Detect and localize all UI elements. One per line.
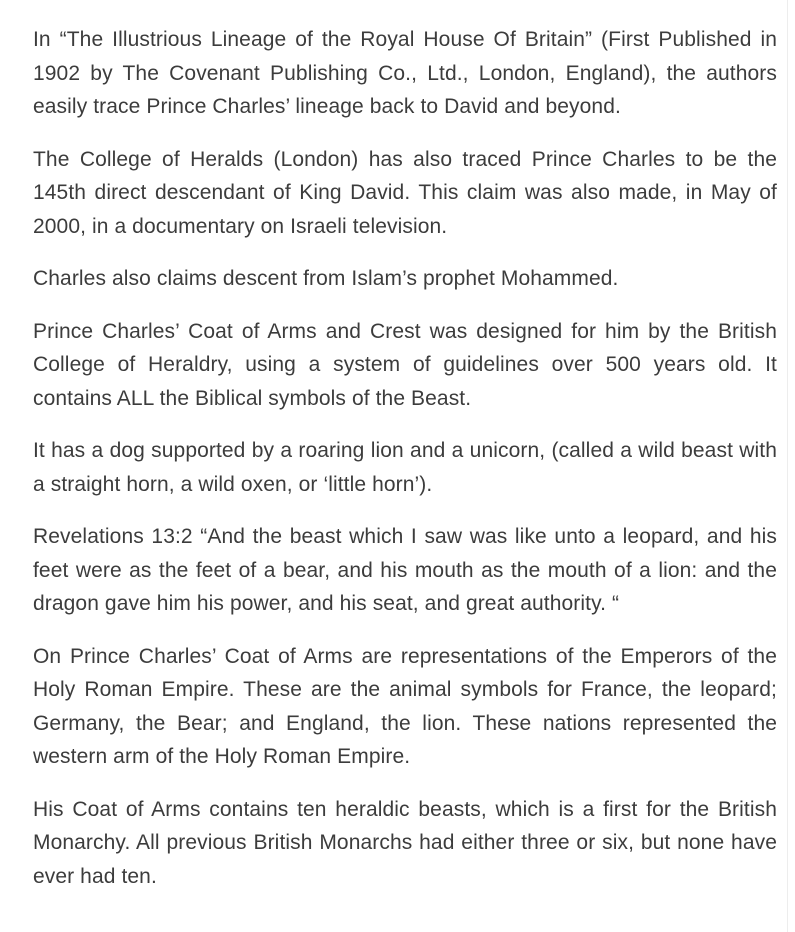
paragraph-mohammed-descent: Charles also claims descent from Islam’s prophet Mohammed. <box>33 267 619 290</box>
page-edge-line <box>787 0 788 932</box>
paragraph-holy-roman-empire: On Prince Charles’ Coat of Arms are representations of the Emperors of the Holy Roman Empire. These are the animal symbols for France, the leopard; Germany, the Bear; and England, the lion. These nations represented the western arm of the Holy Roman Empire. <box>33 644 777 768</box>
paragraph-lineage-book: In “The Illustrious Lineage of the Royal House Of Britain” (First Published in 1902 by The Covenant Publishing Co., Ltd., London, England), the authors easily trace Prince Charles’ lineage back to David and beyond. <box>33 28 777 118</box>
paragraph-dog-lion-unicorn: It has a dog supported by a roaring lion and a unicorn, (called a wild beast with a straight horn, a wild oxen, or ‘little horn’). <box>33 439 777 496</box>
paragraph-revelations-quote: Revelations 13:2 “And the beast which I saw was like unto a leopard, and his feet were as the feet of a bear, and his mouth as the mouth of a lion: and the dragon gave him his power, and his seat, and great authority. “ <box>33 525 777 615</box>
paragraph-coat-of-arms-design: Prince Charles’ Coat of Arms and Crest was designed for him by the British College of Heraldry, using a system of guidelines over 500 years old. It contains ALL the Biblical symbols of the Beast. <box>33 319 777 410</box>
paragraph-college-of-heralds: The College of Heralds (London) has also traced Prince Charles to be the 145th direct descendant of King David. This claim was also made, in May of 2000, in a documentary on Israeli television. <box>33 147 777 238</box>
paragraph-ten-heraldic-beasts: His Coat of Arms contains ten heraldic beasts, which is a first for the British Monarchy. All previous British Monarchs had either three or six, but none have ever had ten. <box>33 797 777 888</box>
